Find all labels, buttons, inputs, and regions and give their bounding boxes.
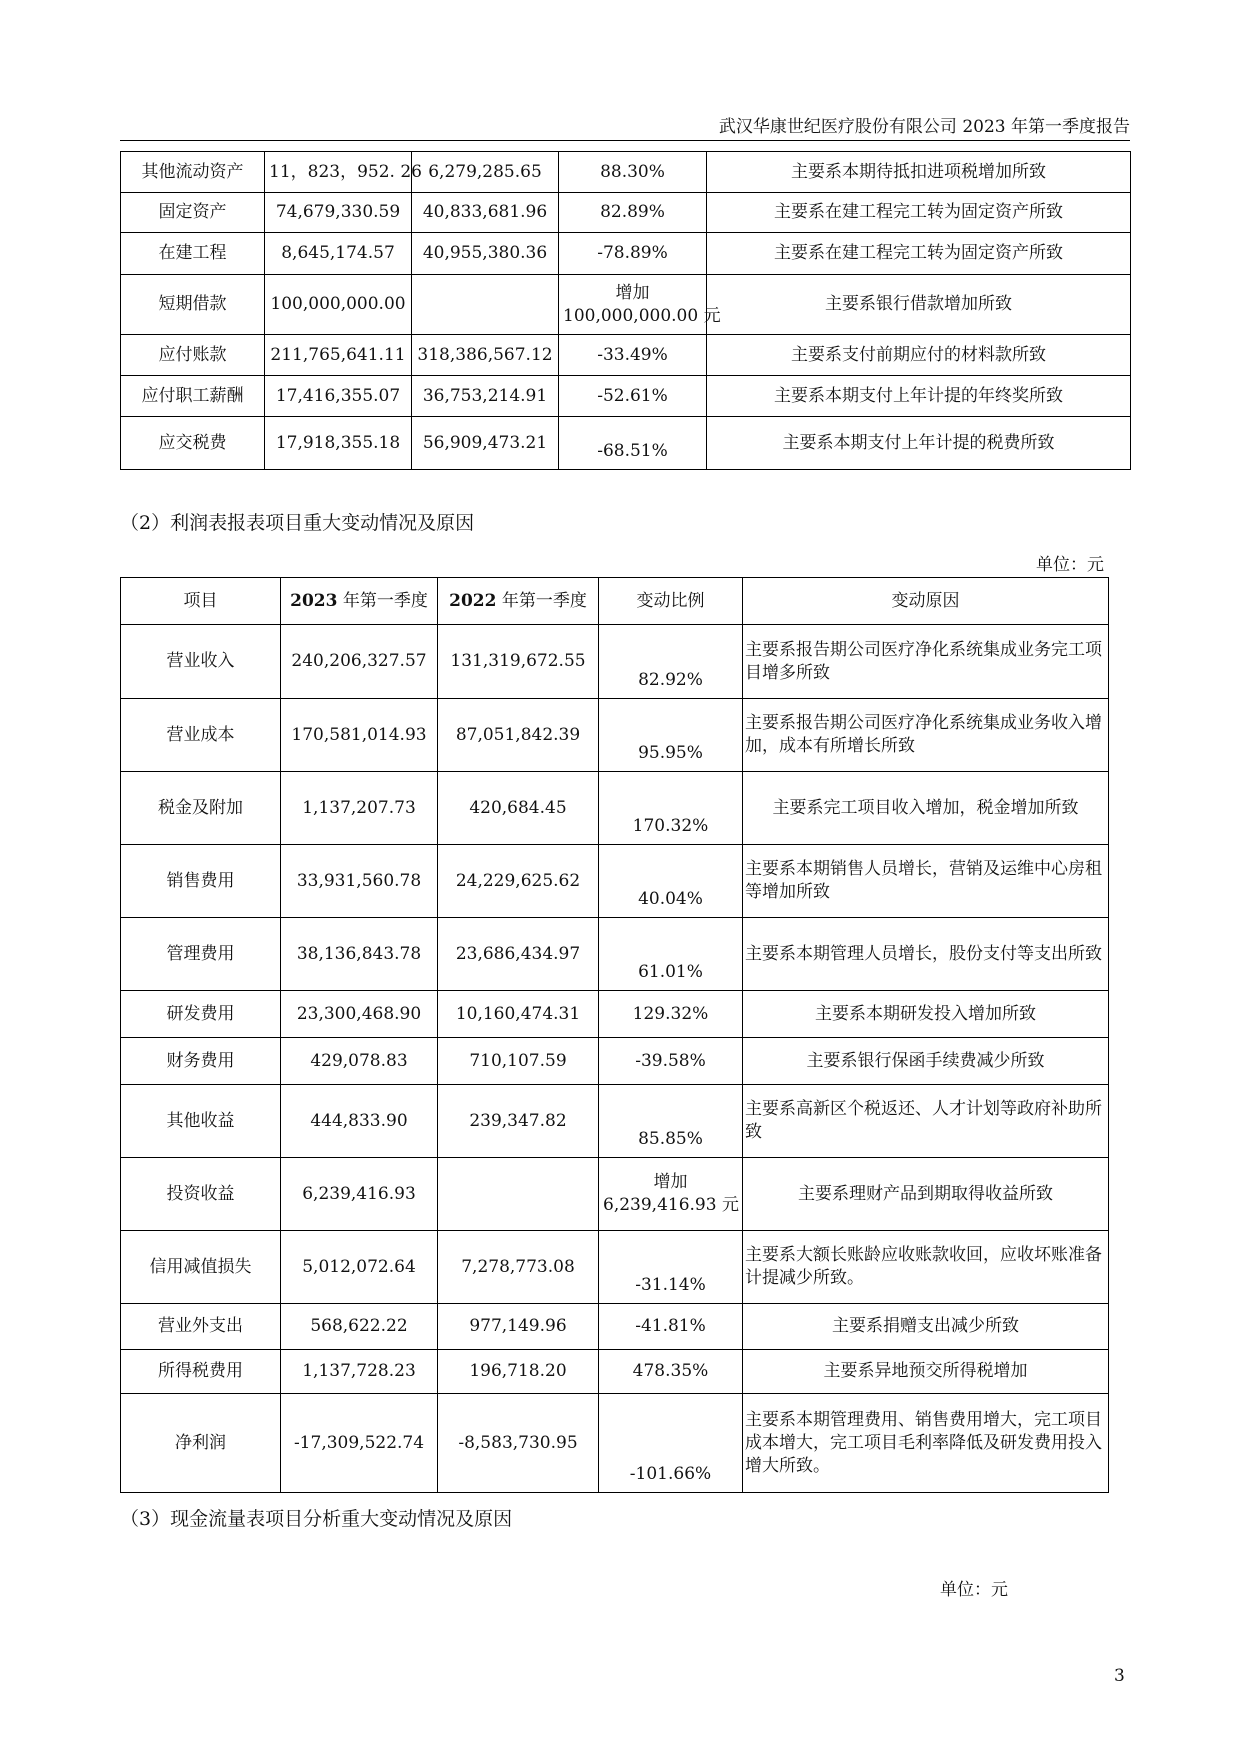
item-cell: 其他收益 bbox=[121, 1085, 281, 1158]
item-cell: 所得税费用 bbox=[121, 1350, 281, 1394]
previous-value-cell: 7,278,773.08 bbox=[438, 1231, 599, 1304]
change-ratio-cell bbox=[559, 233, 707, 275]
item-cell: 财务费用 bbox=[121, 1038, 281, 1085]
table-row bbox=[121, 1394, 1109, 1493]
change-ratio: -101.66% bbox=[629, 1464, 712, 1484]
change-reason-cell: 主要系本期研发投入增加所致 bbox=[743, 991, 1109, 1038]
change-reason-cell: 主要系理财产品到期取得收益所致 bbox=[743, 1158, 1109, 1231]
item-cell: 税金及附加 bbox=[121, 772, 281, 845]
change-ratio-cell bbox=[599, 699, 743, 772]
change-ratio-cell bbox=[599, 1085, 743, 1158]
change-ratio-cell bbox=[559, 376, 707, 417]
previous-value-cell: 977,149.96 bbox=[438, 1304, 599, 1350]
item-cell: 信用减值损失 bbox=[121, 1231, 281, 1304]
change-ratio-label: 增加 bbox=[653, 1172, 688, 1192]
table-row bbox=[121, 991, 1109, 1038]
previous-value-cell: 131,319,672.55 bbox=[438, 625, 599, 699]
change-ratio: -78.89% bbox=[597, 243, 668, 263]
item-cell: 营业收入 bbox=[121, 625, 281, 699]
header-2023-year: 2023 bbox=[290, 590, 338, 611]
change-reason-cell: 主要系报告期公司医疗净化系统集成业务收入增加，成本有所增长所致 bbox=[743, 699, 1109, 772]
previous-value-cell: 23,686,434.97 bbox=[438, 918, 599, 991]
previous-value-cell: 10,160,474.31 bbox=[438, 991, 599, 1038]
change-ratio-cell bbox=[559, 152, 707, 193]
change-reason-cell: 主要系完工项目收入增加，税金增加所致 bbox=[743, 772, 1109, 845]
section-2-title: （2）利润表报表项目重大变动情况及原因 bbox=[120, 512, 475, 534]
header-change-reason: 变动原因 bbox=[743, 578, 1109, 625]
table-row bbox=[121, 233, 1131, 275]
change-ratio: 478.35% bbox=[632, 1361, 709, 1381]
previous-value-cell: 420,684.45 bbox=[438, 772, 599, 845]
header-2023-q1 bbox=[281, 578, 438, 625]
section-2-unit: 单位：元 bbox=[1036, 555, 1104, 575]
current-value-cell: 211,765,641.11 bbox=[265, 335, 412, 376]
change-ratio-cell bbox=[559, 275, 721, 335]
previous-value-cell: 36,753,214.91 bbox=[412, 376, 559, 417]
page-number: 3 bbox=[1114, 1666, 1125, 1686]
change-reason-cell: 主要系本期管理人员增长，股份支付等支出所致 bbox=[743, 918, 1109, 991]
current-value-cell: 6,239,416.93 bbox=[281, 1158, 438, 1231]
table-row bbox=[121, 152, 1131, 193]
item-cell: 研发费用 bbox=[121, 991, 281, 1038]
change-ratio-cell bbox=[599, 991, 743, 1038]
previous-value-cell: 196,718.20 bbox=[438, 1350, 599, 1394]
table-row bbox=[121, 335, 1131, 376]
change-reason-cell: 主要系捐赠支出减少所致 bbox=[743, 1304, 1109, 1350]
previous-value-cell: 40,955,380.36 bbox=[412, 233, 559, 275]
item-cell: 管理费用 bbox=[121, 918, 281, 991]
current-value-cell: 17,416,355.07 bbox=[265, 376, 412, 417]
current-value-cell: 11，823，952. 26 bbox=[265, 152, 412, 193]
header-2022-label: 年第一季度 bbox=[496, 590, 587, 611]
change-ratio: 88.30% bbox=[600, 161, 665, 182]
change-ratio-amount: 6,239,416.93 元 bbox=[603, 1195, 739, 1215]
item-cell: 应交税费 bbox=[121, 417, 265, 470]
table-header-row bbox=[121, 578, 1109, 625]
change-ratio: -39.58% bbox=[635, 1050, 706, 1071]
header-2022-year: 2022 bbox=[449, 590, 497, 611]
change-ratio: -41.81% bbox=[635, 1316, 706, 1336]
change-ratio: -33.49% bbox=[597, 344, 668, 365]
table-row bbox=[121, 625, 1109, 699]
item-cell: 营业外支出 bbox=[121, 1304, 281, 1350]
previous-value-cell: 239,347.82 bbox=[438, 1085, 599, 1158]
current-value-cell: 1,137,728.23 bbox=[281, 1350, 438, 1394]
change-ratio-cell bbox=[599, 845, 743, 918]
change-ratio: 95.95% bbox=[638, 743, 703, 763]
change-reason-cell: 主要系银行借款增加所致 bbox=[707, 275, 1131, 335]
previous-value-cell: 6,279,285.65 bbox=[412, 152, 559, 193]
change-ratio: -52.61% bbox=[597, 385, 668, 406]
change-reason-cell: 主要系大额长账龄应收账款收回，应收坏账准备计提减少所致。 bbox=[743, 1231, 1109, 1304]
section-3-title: （3）现金流量表项目分析重大变动情况及原因 bbox=[120, 1508, 513, 1530]
current-value-cell: 74,679,330.59 bbox=[265, 193, 412, 233]
table-row bbox=[121, 417, 1131, 470]
item-cell: 销售费用 bbox=[121, 845, 281, 918]
current-value-cell: 8,645,174.57 bbox=[265, 233, 412, 275]
change-reason-cell: 主要系本期销售人员增长，营销及运维中心房租等增加所致 bbox=[743, 845, 1109, 918]
change-ratio-amount: 100,000,000.00 元 bbox=[563, 305, 721, 326]
change-reason-cell: 主要系高新区个税返还、人才计划等政府补助所致 bbox=[743, 1085, 1109, 1158]
table-row bbox=[121, 845, 1109, 918]
change-ratio-cell bbox=[599, 1231, 743, 1304]
change-reason-cell: 主要系异地预交所得税增加 bbox=[743, 1350, 1109, 1394]
change-ratio-cell bbox=[599, 772, 743, 845]
change-ratio-cell bbox=[599, 1038, 743, 1085]
table-row bbox=[121, 376, 1131, 417]
section-3-unit: 单位：元 bbox=[940, 1580, 1008, 1600]
previous-value-cell: 24,229,625.62 bbox=[438, 845, 599, 918]
change-reason-cell: 主要系支付前期应付的材料款所致 bbox=[707, 335, 1131, 376]
change-reason-cell: 主要系本期支付上年计提的税费所致 bbox=[707, 417, 1131, 470]
change-ratio-cell bbox=[559, 417, 707, 470]
change-reason-cell: 主要系本期待抵扣进项税增加所致 bbox=[707, 152, 1131, 193]
current-value-cell: 33,931,560.78 bbox=[281, 845, 438, 918]
change-ratio: 40.04% bbox=[638, 889, 703, 909]
current-value-cell: 100,000,000.00 bbox=[265, 275, 412, 335]
previous-value-cell: 710,107.59 bbox=[438, 1038, 599, 1085]
change-ratio: 82.92% bbox=[638, 670, 703, 690]
change-ratio-cell bbox=[599, 1304, 743, 1350]
current-value-cell: 1,137,207.73 bbox=[281, 772, 438, 845]
change-ratio-cell bbox=[599, 1394, 743, 1493]
change-reason-cell: 主要系本期支付上年计提的年终奖所致 bbox=[707, 376, 1131, 417]
previous-value-cell: 318,386,567.12 bbox=[412, 335, 559, 376]
change-ratio-cell bbox=[559, 193, 707, 233]
change-reason-cell: 主要系银行保函手续费减少所致 bbox=[743, 1038, 1109, 1085]
header-2023-label: 年第一季度 bbox=[337, 590, 428, 611]
table-row bbox=[121, 1085, 1109, 1158]
previous-value-cell: 56,909,473.21 bbox=[412, 417, 559, 470]
change-ratio: 61.01% bbox=[638, 962, 703, 982]
table-row bbox=[121, 1158, 1109, 1231]
current-value-cell: 444,833.90 bbox=[281, 1085, 438, 1158]
previous-value-cell: 40,833,681.96 bbox=[412, 193, 559, 233]
change-ratio-label: 增加 bbox=[615, 282, 650, 303]
change-ratio: 170.32% bbox=[632, 816, 709, 836]
change-reason-cell: 主要系在建工程完工转为固定资产所致 bbox=[707, 193, 1131, 233]
current-value-cell: 23,300,468.90 bbox=[281, 991, 438, 1038]
change-ratio: -31.14% bbox=[635, 1275, 706, 1295]
change-ratio: 85.85% bbox=[638, 1129, 703, 1149]
item-cell: 应付账款 bbox=[121, 335, 265, 376]
change-ratio-cell bbox=[599, 1350, 743, 1394]
item-cell: 营业成本 bbox=[121, 699, 281, 772]
current-value-cell: 429,078.83 bbox=[281, 1038, 438, 1085]
current-value-cell: 170,581,014.93 bbox=[281, 699, 438, 772]
current-value-cell: 5,012,072.64 bbox=[281, 1231, 438, 1304]
change-ratio-cell bbox=[599, 625, 743, 699]
item-cell: 在建工程 bbox=[121, 233, 265, 275]
report-header: 武汉华康世纪医疗股份有限公司 2023 年第一季度报告 bbox=[718, 117, 1130, 137]
previous-value-cell: -8,583,730.95 bbox=[438, 1394, 599, 1493]
balance-sheet-changes-table bbox=[120, 151, 1131, 470]
table-row bbox=[121, 1038, 1109, 1085]
table-row bbox=[121, 1350, 1109, 1394]
previous-value-cell bbox=[438, 1158, 599, 1231]
item-cell: 投资收益 bbox=[121, 1158, 281, 1231]
item-cell: 短期借款 bbox=[121, 275, 265, 335]
current-value-cell: 38,136,843.78 bbox=[281, 918, 438, 991]
table-row bbox=[121, 275, 1131, 335]
change-reason-cell: 主要系报告期公司医疗净化系统集成业务完工项目增多所致 bbox=[743, 625, 1109, 699]
table-row bbox=[121, 193, 1131, 233]
change-reason-cell: 主要系在建工程完工转为固定资产所致 bbox=[707, 233, 1131, 275]
current-value-cell: 568,622.22 bbox=[281, 1304, 438, 1350]
header-item: 项目 bbox=[121, 578, 281, 625]
table-row bbox=[121, 1231, 1109, 1304]
item-cell: 净利润 bbox=[121, 1394, 281, 1493]
change-ratio-cell bbox=[559, 335, 707, 376]
table-row bbox=[121, 918, 1109, 991]
previous-value-cell bbox=[412, 275, 559, 335]
item-cell: 应付职工薪酬 bbox=[121, 376, 265, 417]
table-row bbox=[121, 699, 1109, 772]
table-row bbox=[121, 772, 1109, 845]
change-ratio: 129.32% bbox=[632, 1003, 709, 1024]
change-ratio-cell bbox=[599, 1158, 743, 1231]
header-change-ratio: 变动比例 bbox=[599, 578, 743, 625]
header-divider bbox=[120, 140, 1130, 141]
item-cell: 固定资产 bbox=[121, 193, 265, 233]
change-ratio: 82.89% bbox=[600, 202, 665, 222]
income-statement-changes-table bbox=[120, 577, 1109, 1493]
change-ratio: -68.51% bbox=[597, 441, 668, 461]
change-reason-cell: 主要系本期管理费用、销售费用增大，完工项目成本增大，完工项目毛利率降低及研发费用投入增大所致。 bbox=[743, 1394, 1109, 1493]
item-cell: 其他流动资产 bbox=[121, 152, 265, 193]
current-value-cell: 240,206,327.57 bbox=[281, 625, 438, 699]
current-value-cell: 17,918,355.18 bbox=[265, 417, 412, 470]
header-2022-q1 bbox=[438, 578, 599, 625]
current-value-cell: -17,309,522.74 bbox=[281, 1394, 438, 1493]
table-row bbox=[121, 1304, 1109, 1350]
previous-value-cell: 87,051,842.39 bbox=[438, 699, 599, 772]
change-ratio-cell bbox=[599, 918, 743, 991]
